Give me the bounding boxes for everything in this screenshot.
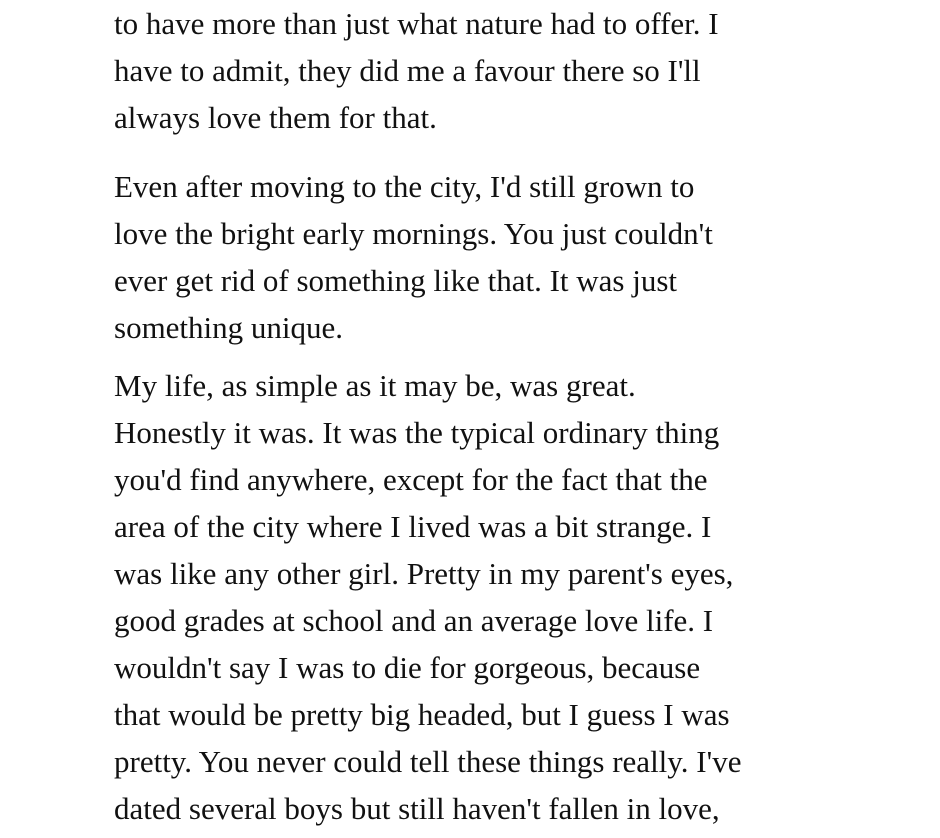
text-line: Honestly it was. It was the typical ordinary thing xyxy=(114,415,720,450)
text-line: love the bright early mornings. You just couldn't xyxy=(114,216,713,251)
text-line: that would be pretty big headed, but I guess I was xyxy=(114,697,730,732)
text-line: good grades at school and an average love life. I xyxy=(114,603,714,638)
text-line: have to admit, they did me a favour there so I'll xyxy=(114,53,701,88)
text-line: to have more than just what nature had to offer. I xyxy=(114,6,719,41)
text-line: Even after moving to the city, I'd still grown to xyxy=(114,169,695,204)
text-line: wouldn't say I was to die for gorgeous, because xyxy=(114,650,701,685)
text-line: something unique. xyxy=(114,310,344,345)
text-line: you'd find anywhere, except for the fact that the xyxy=(114,462,708,497)
text-line: My life, as simple as it may be, was great. xyxy=(114,368,636,403)
text-line: always love them for that. xyxy=(114,100,437,135)
paragraph-1 xyxy=(114,0,719,141)
text-line: dated several boys but still haven't fallen in love, xyxy=(114,791,720,826)
paragraph-2 xyxy=(114,163,713,351)
text-line: pretty. You never could tell these things really. I've xyxy=(114,744,742,779)
text-line: was like any other girl. Pretty in my parent's eyes, xyxy=(114,556,734,591)
paragraph-3 xyxy=(114,362,741,832)
text-line: area of the city where I lived was a bit strange. I xyxy=(114,509,712,544)
text-line: ever get rid of something like that. It was just xyxy=(114,263,678,298)
